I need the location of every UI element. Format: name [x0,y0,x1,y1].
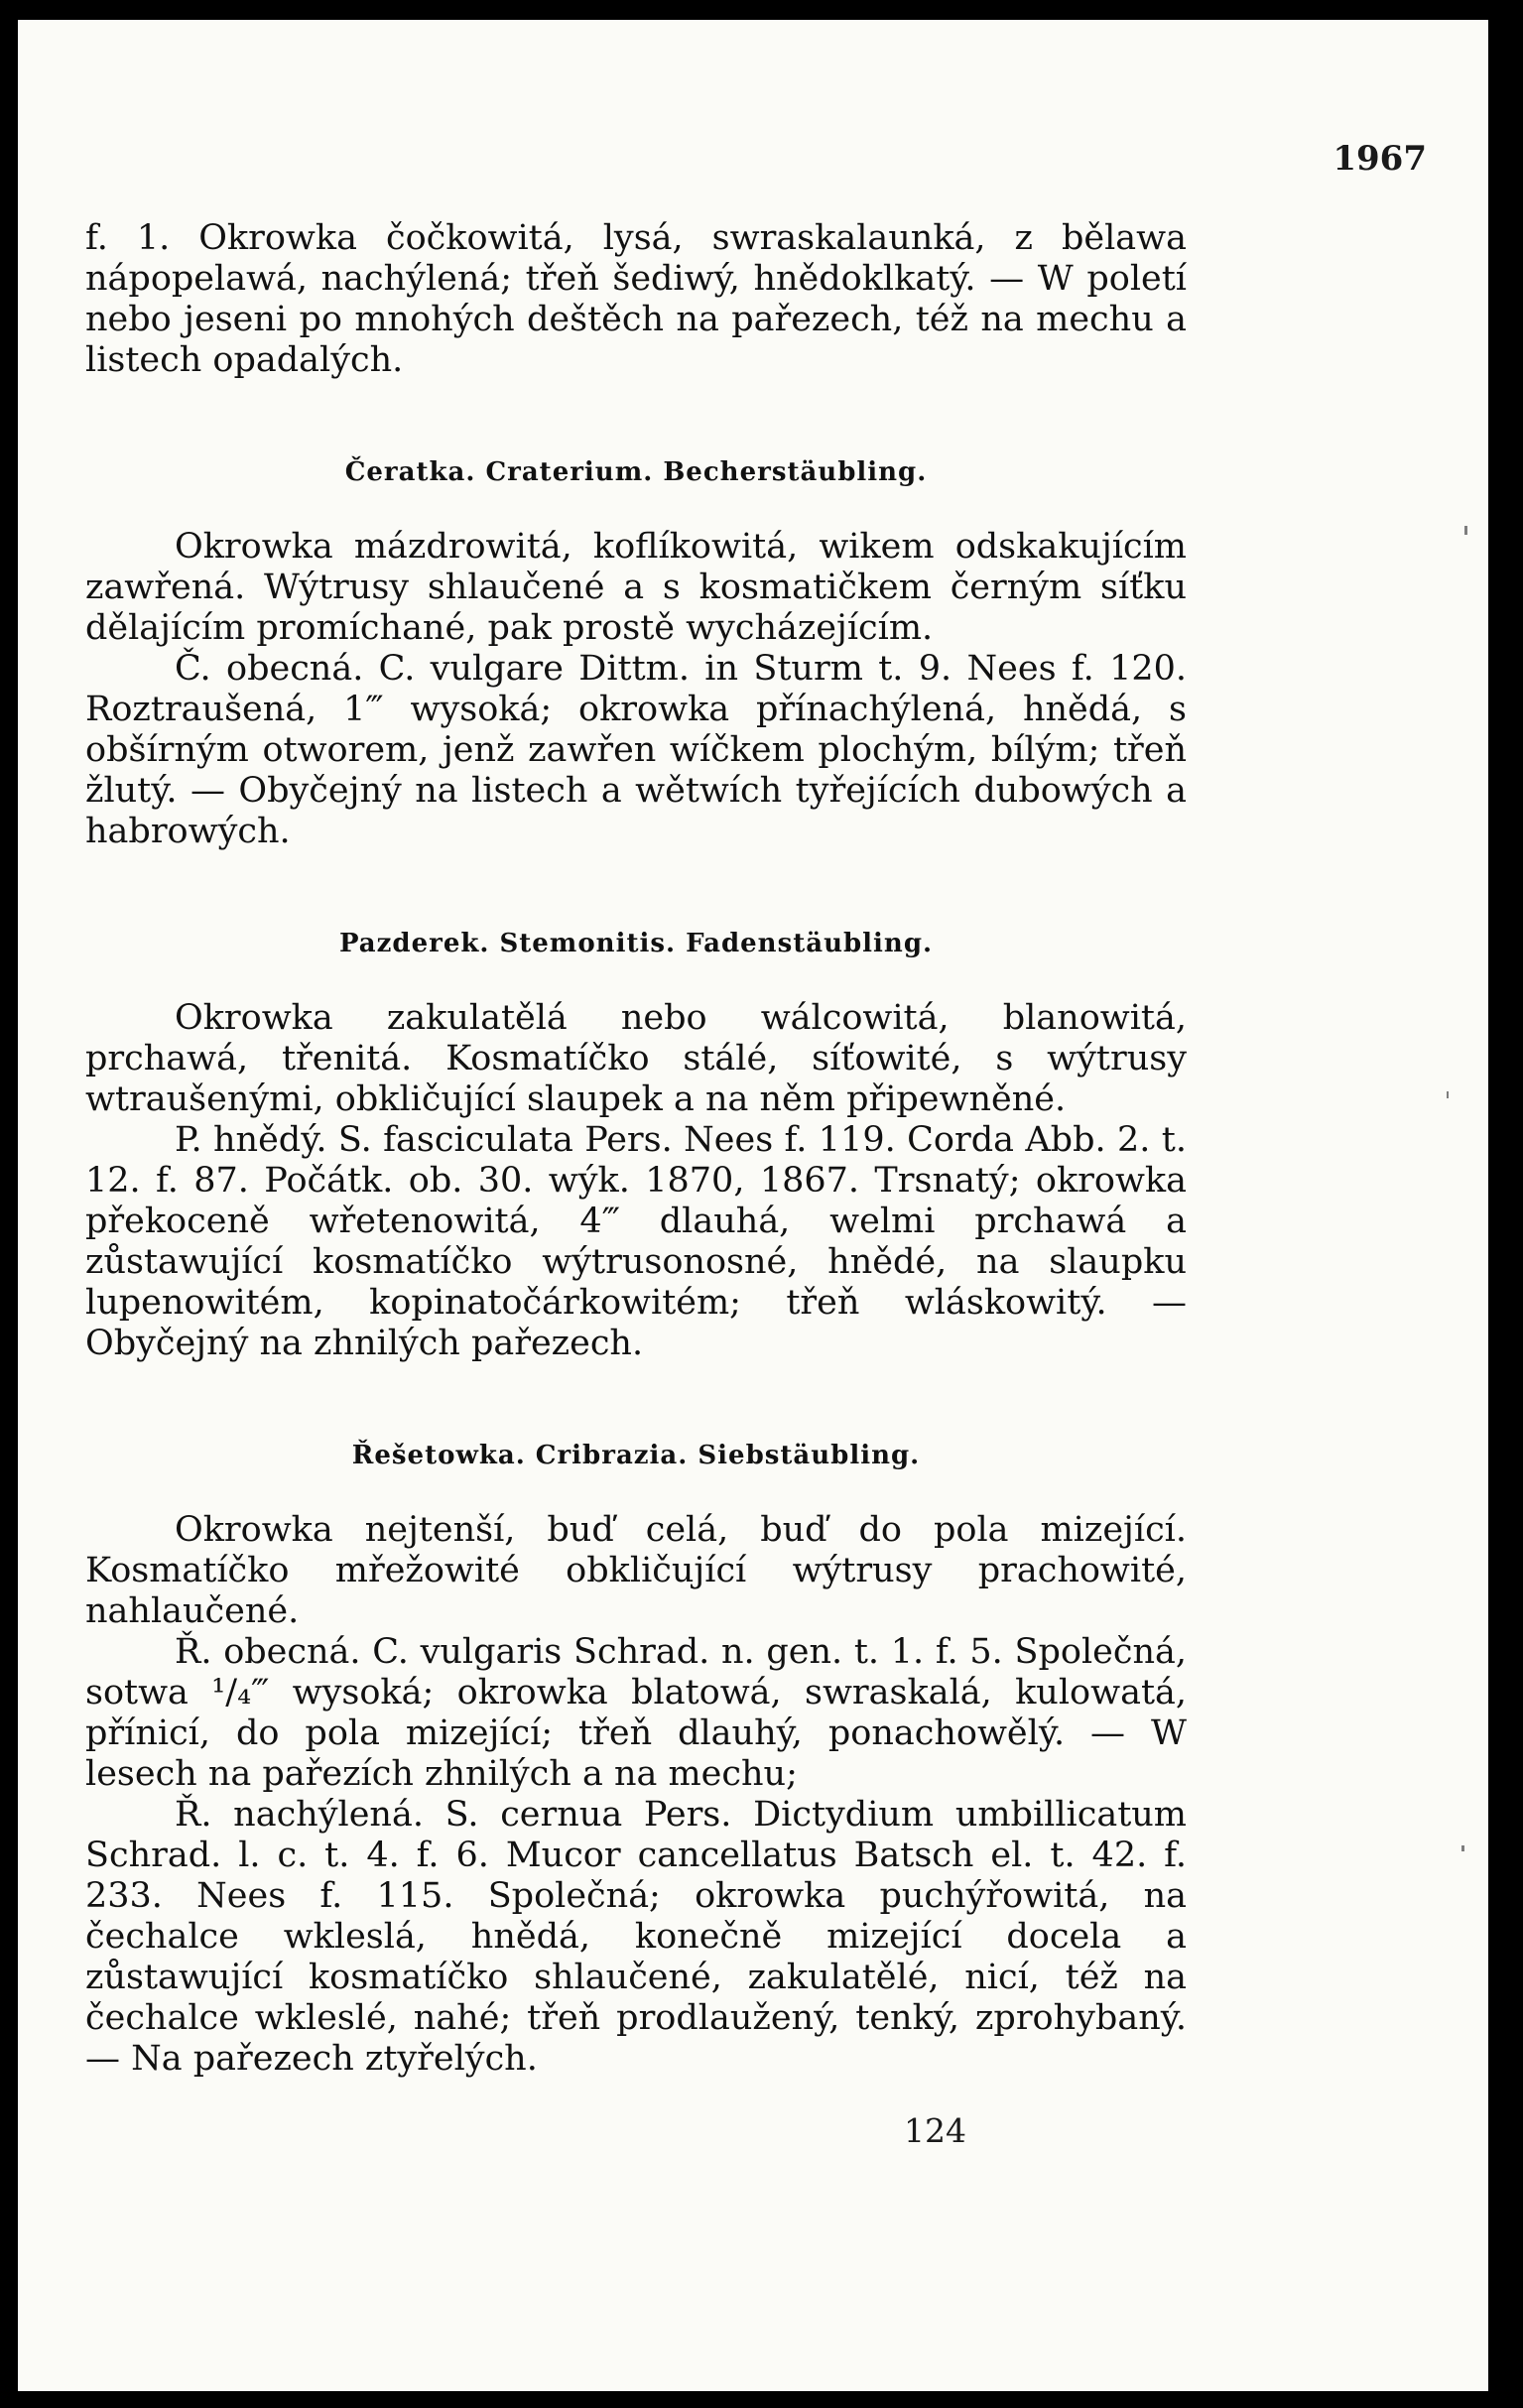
paragraph-8: Ř. nachýlená. S. cernua Pers. Dictydium umbillicatum Schrad. l. c. t. 4. f. 6. Mucor cancellatus Batsch el. t. 42. f. 233. Nees f. 115. Společná; okrowka puchýřowitá, na čechalce wkleslá, hnědá, konečně mizející docela a zůstawující kosmatíčko shlaučené, zakulatělé, nicí, též na čechalce wkleslé, nahé; třeň prodlaužený, tenký, zprohybaný. — Na pařezech ztyřelých. [85,1795,1187,2079]
margin-speck [1461,1845,1464,1851]
genus-heading-pazderek: Pazderek. Stemonitis. Fadenstäubling. [338,929,934,958]
paragraph-7: Ř. obecná. C. vulgaris Schrad. n. gen. t. 1. f. 5. Společná, sotwa ¹/₄‴ wysoká; okrowka blatowá, swraskalá, kulowatá, přínicí, do pola mizející; třeň dlauhý, ponachowělý. — W lesech na pařezích zhnilých a na mechu; [85,1632,1187,1794]
paragraph-4: Okrowka zakulatělá nebo wálcowitá, blanowitá, prchawá, třenitá. Kosmatíčko stálé, síťowité, s wýtrusy wtraušenými, obkličující slaupek a na něm připewněné. [85,998,1187,1119]
paragraph-3: Č. obecná. C. vulgare Dittm. in Sturm t. 9. Nees f. 120. Roztraušená, 1‴ wysoká; okrowka přínachýlená, hnědá, s obšírným otworem, jenž zawřen wíčkem plochým, bílým; třeň žlutý. — Obyčejný na listech a wětwích tyřejících dubowých a habrowých. [85,649,1187,851]
margin-speck [1464,526,1467,535]
margin-speck [1447,1091,1449,1098]
paragraph-2: Okrowka mázdrowitá, koflíkowitá, wikem odskakujícím zawřená. Wýtrusy shlaučené a s kosmatičkem černým síťku dělajícím promíchané, pak prostě wycházejícím. [85,527,1187,648]
paragraph-5: P. hnědý. S. fasciculata Pers. Nees f. 119. Corda Abb. 2. t. 12. f. 87. Počátk. ob. 30. wýk. 1870, 1867. Trsnatý; okrowka překoceně wřetenowitá, 4‴ dlauhá, welmi prchawá a zůstawující kosmatíčko wýtrusonosné, hnědé, na slaupku lupenowitém, kopinatočárkowitém; třeň wláskowitý. — Obyčejný na zhnilých pařezech. [85,1120,1187,1363]
paragraph-1: f. 1. Okrowka čočkowitá, lysá, swraskalaunká, z bělawa nápopelawá, nachýlená; třeň šediwý, hnědoklkatý. — W poletí nebo jeseni po mnohých deštěch na pařezech, též na mechu a listech opadalých. [85,218,1187,380]
page-number: 1967 [1333,139,1427,179]
genus-heading-ceratka: Čeratka. Craterium. Becherstäubling. [344,457,928,487]
genus-heading-resetowka: Řešetowka. Cribrazia. Siebstäubling. [351,1441,921,1470]
page-text [85,218,1187,2080]
paragraph-6: Okrowka nejtenší, buď celá, buď do pola mizející. Kosmatíčko mřežowité obkličující wýtrusy prachowité, nahlaučené. [85,1510,1187,1631]
book-page [18,20,1488,2391]
signature-mark: 124 [904,2111,966,2150]
